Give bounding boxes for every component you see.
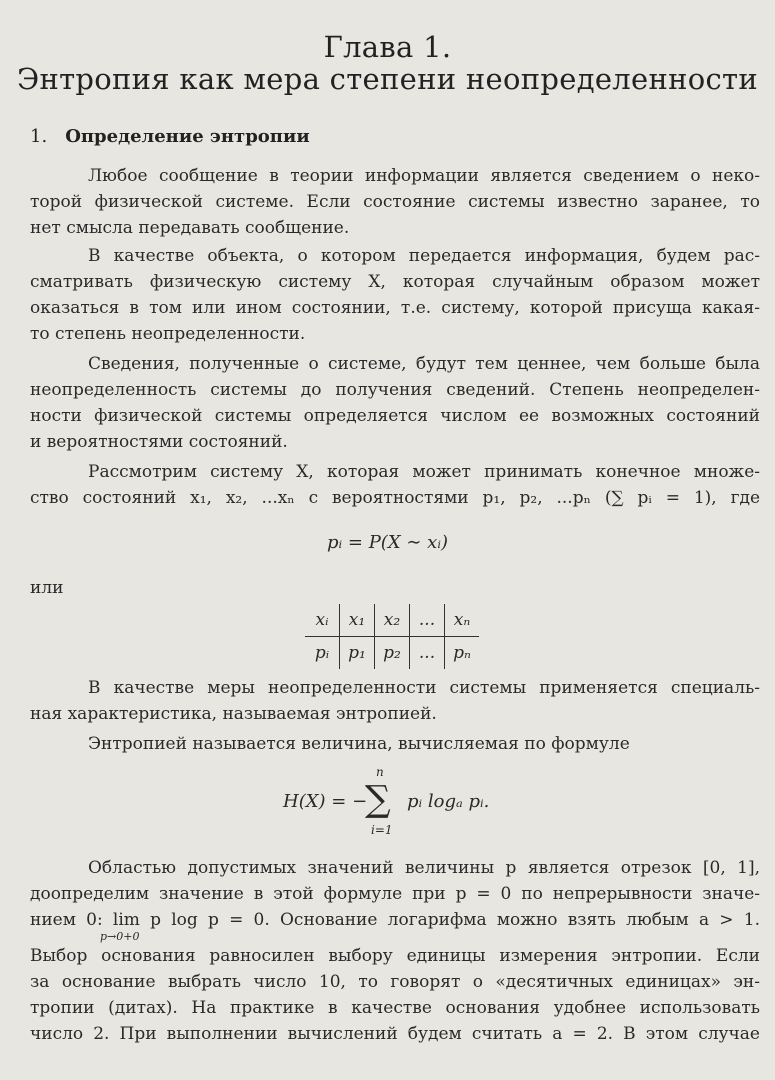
text-line: и вероятностями состояний. [30, 432, 288, 452]
table-cell: ... [410, 604, 445, 637]
table-cell: pₙ [453, 643, 471, 663]
formula-lhs: H(X) = − [283, 791, 368, 812]
table-cell: ... [410, 637, 445, 670]
probability-table [305, 604, 479, 669]
text-line: нет смысла передавать сообщение. [30, 218, 350, 238]
table-cell: xₙ [445, 604, 480, 637]
text-line: за основание выбрать число 10, то говорят о «десятичных единицах» эн- [30, 972, 760, 992]
sum-symbol: ∑ [365, 779, 391, 820]
formula-probability: pᵢ = P(X ∼ xᵢ) [327, 532, 448, 553]
text-line: сматривать физическую систему X, которая случайным образом может [30, 272, 760, 292]
text-line-or: или [30, 578, 64, 598]
limit-subscript: p→0+0 [100, 930, 140, 943]
text-line: нием 0: lim p log p = 0. Основание логарифма можно взять любым a > 1. [30, 910, 760, 930]
table-cell: x₂ [375, 604, 410, 637]
sum-lower: i=1 [371, 823, 393, 837]
chapter-number: Глава 1. [323, 30, 452, 64]
text-line: тропии (дитах). На практике в качестве основания удобнее использовать [30, 998, 760, 1018]
text-line: В качестве меры неопределенности системы применяется специаль- [88, 678, 760, 698]
table-cell: p₂ [375, 637, 410, 670]
section-number: 1. [30, 126, 48, 147]
text-line: неопределенность системы до получения сведений. Степень неопределен- [30, 380, 760, 400]
text-line: ство состояний x₁, x₂, ...xₙ с вероятностями p₁, p₂, ...pₙ (∑ pᵢ = 1), где [30, 488, 760, 508]
text-line: Рассмотрим систему X, которая может принимать конечное множе- [88, 462, 760, 482]
table-cell: pᵢ [305, 637, 340, 670]
text-line: Любое сообщение в теории информации является сведением о неко- [88, 166, 760, 186]
text-line: число 2. При выполнении вычислений будем считать a = 2. В этом случае [30, 1024, 760, 1044]
text-line: Областью допустимых значений величины p является отрезок [0, 1], [88, 858, 760, 878]
text-line: Сведения, полученные о системе, будут тем ценнее, чем больше была [88, 354, 760, 374]
sum-upper: n [376, 765, 384, 779]
table-cell: xᵢ [305, 604, 340, 637]
text-line: Выбор основания равносилен выбору единицы измерения энтропии. Если [30, 946, 760, 966]
table-cell: p₁ [340, 637, 375, 670]
text-line: Энтропией называется величина, вычисляемая по формуле [88, 734, 630, 754]
text-line: торой физической системе. Если состояние системы известно заранее, то [30, 192, 760, 212]
text-line: ности физической системы определяется числом ее возможных состояний [30, 406, 760, 426]
text-line: ная характеристика, называемая энтропией. [30, 704, 437, 724]
section-heading [30, 126, 310, 147]
text-line: доопределим значение в этой формуле при p = 0 по непрерывности значе- [30, 884, 760, 904]
section-title: Определение энтропии [65, 126, 310, 147]
chapter-title: Энтропия как мера степени неопределенности [16, 62, 759, 96]
formula-rhs: pᵢ logₐ pᵢ. [407, 791, 490, 812]
text-line: то степень неопределенности. [30, 324, 306, 344]
table-cell: x₁ [340, 604, 375, 637]
text-line: оказаться в том или ином состоянии, т.е. систему, которой присуща какая- [30, 298, 760, 318]
entropy-formula [283, 765, 543, 845]
text-line: В качестве объекта, о котором передается информация, будем рас- [88, 246, 760, 266]
